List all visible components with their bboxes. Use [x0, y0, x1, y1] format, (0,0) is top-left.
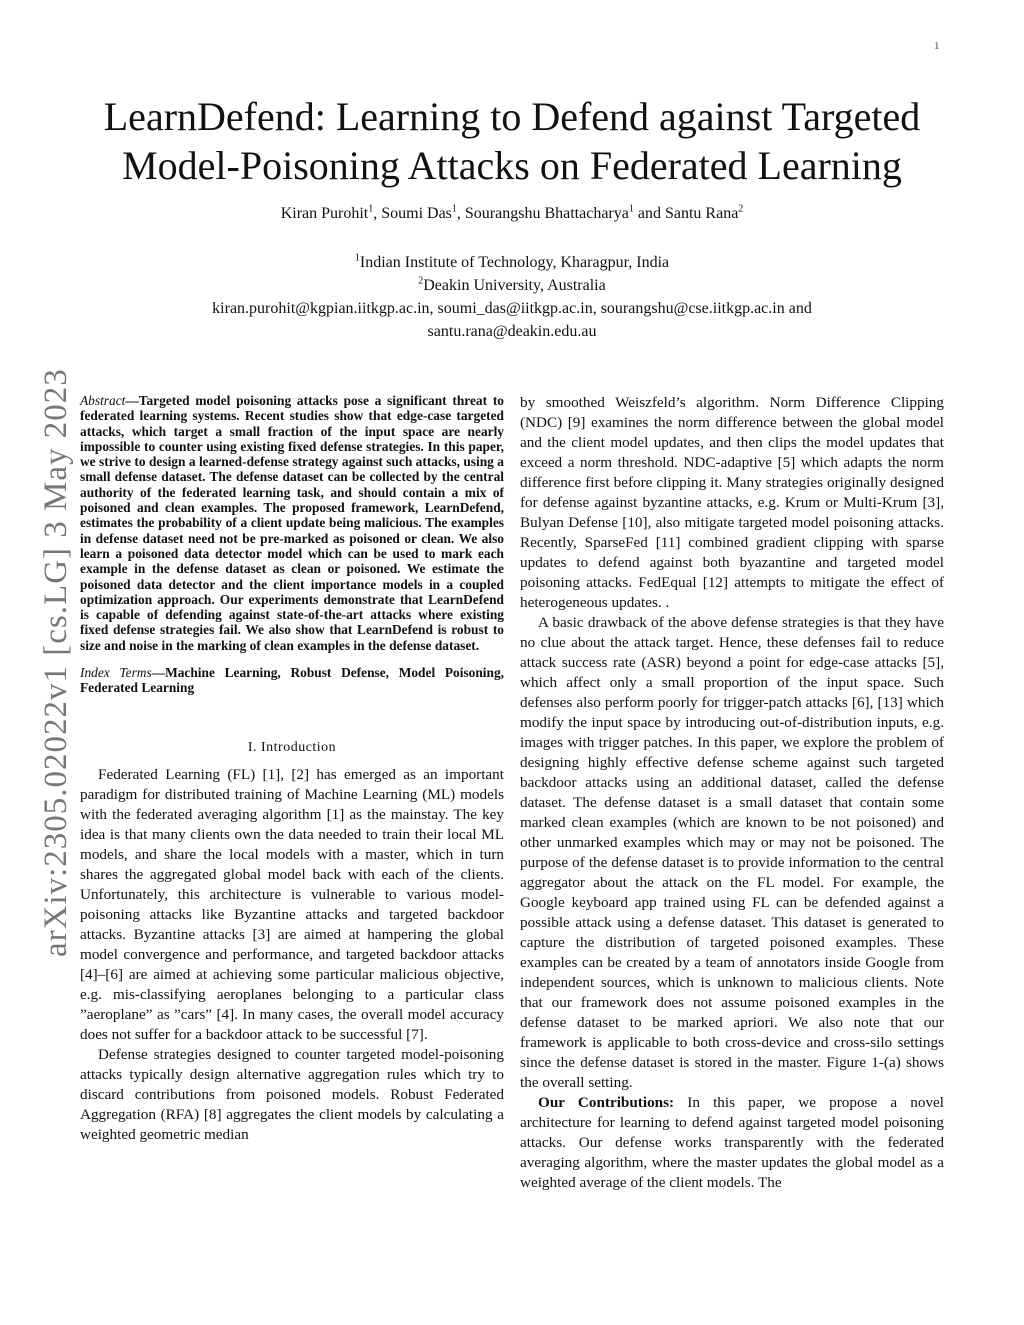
paper-title — [60, 92, 964, 190]
author-conjunction: and — [637, 205, 661, 222]
institution-name: Deakin University, Australia — [423, 277, 606, 294]
abstract-dash: — — [125, 393, 139, 408]
index-terms-label: Index Terms — [80, 665, 152, 681]
author-list: Kiran Purohit$^1$, Soumi Das$^1$, Sourangshu Bhattacharya$^1$ and Santu Rana$^2$ — [280, 203, 744, 222]
abstract-label: Abstract — [80, 393, 126, 408]
contributions-text: In this paper, we propose a novel architecture for learning to defend against targeted model poisoning attacks. Our defense works transparently with the federated averaging algorithm, where the master updates the global model as a weighted average of the client models. The — [520, 1094, 945, 1191]
affiliation-2 — [60, 274, 964, 297]
index-terms — [80, 665, 504, 696]
contributions-label: Our Contributions: — [538, 1094, 675, 1111]
institution-name: Indian Institute of Technology, Kharagpur, India — [359, 254, 670, 271]
affiliation-marker: 1 — [628, 203, 634, 215]
index-terms-dash: — — [151, 665, 166, 681]
left-column — [80, 393, 504, 1145]
abstract — [80, 393, 504, 653]
affiliation-marker: 2 — [418, 275, 424, 287]
affiliation-marker: 1 — [451, 203, 457, 215]
section-heading-introduction: I. Introduction — [247, 739, 337, 755]
affiliation-marker: 1 — [354, 252, 360, 264]
contributions-paragraph — [520, 1093, 944, 1193]
email-line-1: kiran.purohit@kgpian.iitkgp.ac.in, soumi_das@iitkgp.ac.in, sourangshu@cse.iitkgp.ac.in and — [212, 300, 812, 317]
intro-paragraph-1: Federated Learning (FL) [1], [2] has emerged as an important paradigm for distributed training of Machine Learning (ML) models with the federated averaging algorithm [1] as the mainstay. The key idea is that many clients own the data needed to train their local ML models, and share the local models with a master, which in turn shares the aggregated global model back with each of the clients. Unfortunately, this architecture is vulnerable to various model-poisoning attacks like Byzantine attacks and targeted backdoor attacks. Byzantine attacks [3] are aimed at hampering the global model convergence and performance, and targeted backdoor attacks [4]–[6] are aimed at achieving some particular malicious objective, e.g. mis-classifying aeroplanes belonging to a particular class ”aeroplane” as ”cars” [4]. In many cases, the overall model accuracy does not suffer for a backdoor attack to be successful [7]. — [80, 765, 504, 1043]
author-name: Soumi Das — [381, 205, 452, 222]
affiliation-marker: 1 — [368, 203, 374, 215]
intro-paragraph-2: Defense strategies designed to counter targeted model-poisoning attacks typically design alternative aggregation rules which try to discard contributions from poisoned models. Robust Federated Aggregation (RFA) [8] aggregates the client models by calculating a weighted geometric median — [80, 1045, 504, 1143]
page-number: 1 — [934, 40, 940, 52]
intro-paragraph-3: by smoothed Weiszfeld’s algorithm. Norm Difference Clipping (NDC) [9] examines the norm difference between the global model and the client model updates, and then clips the model updates that exceed a norm threshold. NDC-adaptive [5] which adapts the norm difference first before clipping it. Many strategies originally designed for defense against byzantine attacks, e.g. Krum or Multi-Krum [3], Bulyan Defense [10], also mitigate targeted model poisoning attacks. Recently, SparseFed [11] combined gradient clipping with sparse updates to defend against both byazantine and targeted model poisoning attacks. FedEqual [12] attempts to mitigate the effect of heterogeneous updates. . — [520, 394, 944, 611]
arxiv-identifier: arXiv:2305.02022v1 [cs.LG] 3 May 2023 — [38, 368, 74, 957]
author-name: Kiran Purohit — [280, 205, 369, 222]
title-line-1: LearnDefend: Learning to Defend against Targeted — [103, 94, 921, 139]
intro-paragraph-4: A basic drawback of the above defense strategies is that they have no clue about the attack target. Hence, these defenses fail to reduce attack success rate (ASR) beyond a point for edge-case attacks [5], which affect only a small proportion of the input space. Such defenses also perform poorly for trigger-patch attacks [6], [13] which modify the input space by introducing out-of-distribution inputs, e.g. images with trigger patches. In this paper, we explore the problem of designing highly effective defense scheme against such targeted backdoor attacks using an additional dataset, called the defense dataset. The defense dataset is a small dataset that contain some marked clean examples (which are known to be not poisoned) and other unmarked examples which may or may not be poisoned. The purpose of the defense dataset is to provide information to the central aggregator about the attack on the FL model. For example, the Google keyboard app trained using FL can be defended against a possible attack using a defense dataset. This dataset is generated to capture the distribution of targeted poisoned examples. These examples can be created by a team of annotators inside Google from independent sources, which is unknown to malicious clients. Note that our framework does not assume poisoned examples in the defense dataset to be marked apriori. We also note that our framework is applicable to both cross-device and cross-silo settings since the defense dataset is stored in the master. Figure 1-(a) shows the overall setting. — [520, 614, 944, 1091]
right-column — [520, 393, 944, 1193]
abstract-text: Targeted model poisoning attacks pose a significant threat to federated learning systems. Recent studies show that edge-case targeted attacks, which target a small fraction of the input space are nearly impossible to counter using existing fixed defense strategies. In this paper, we strive to design a learned-defense strategy against such attacks, using a small defense dataset. The defense dataset can be collected by the central authority of the federated learning task, and should contain a mix of poisoned and clean examples. The proposed framework, LearnDefend, estimates the probability of a client update being malicious. The examples in defense dataset need not be pre-marked as poisoned or clean. We also learn a poisoned data detector model which can be used to mark each example in the defense dataset as clean or poisoned. We estimate the poisoned data detector and the client importance models in a coupled optimization approach. Our experiments demonstrate that LearnDefend is capable of defending against state-of-the-art attacks where existing fixed defense strategies fail. We also show that LearnDefend is robust to size and noise in the marking of clean examples in the defense dataset. — [80, 393, 504, 653]
index-terms-text: Machine Learning, Robust Defense, Model Poisoning, Federated Learning — [80, 665, 505, 696]
affiliation-1 — [60, 251, 964, 274]
affiliation-marker: 2 — [738, 203, 744, 215]
email-line-2: santu.rana@deakin.edu.au — [427, 323, 597, 340]
title-line-2: Model-Poisoning Attacks on Federated Learning — [122, 143, 902, 188]
affiliations — [60, 251, 964, 343]
author-name: Santu Rana — [664, 205, 739, 222]
author-name: Sourangshu Bhattacharya — [464, 205, 629, 222]
